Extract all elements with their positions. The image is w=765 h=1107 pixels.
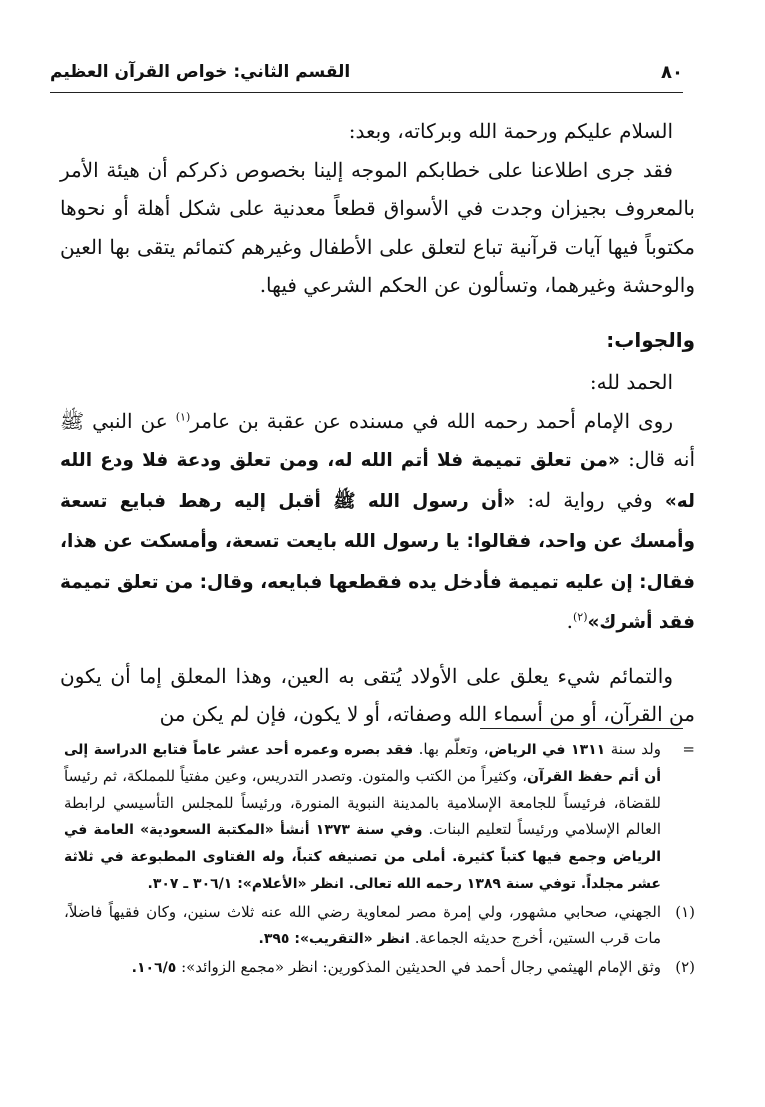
continuation-mark: =: [682, 740, 695, 758]
running-header: [50, 56, 683, 88]
footnote-2-mark: (٢): [675, 958, 695, 976]
header-rule: [50, 92, 683, 93]
hadith-end: .: [566, 609, 573, 633]
section-title: القسم الثاني: خواص القرآن العظيم: [50, 62, 351, 82]
question-paragraph: فقد جرى اطلاعنا على خطابكم الموجه إلينا بخصوص ذكركم أن هيئة الأمر بالمعروف بجيزان وجدت في الأسواق قطعاً معدنية على شكل أهلة أو نحوها مكتوباً فيها آيات قرآنية تباع لتعلق على الأطفال وغيرهم كتمائم يتقى بها العين والوحشة وغيرهما، وتسألون عن الحكم الشرعي فيها.: [60, 157, 695, 297]
footnote-2-text: وثق الإمام الهيثمي رجال أحمد في الحديثين المذكورين: انظر «مجمع الزوائد»: ١٠٦/٥.: [131, 958, 661, 976]
footnote-rule: [480, 728, 683, 729]
footnote-continued: [64, 736, 695, 897]
page-number: ٨٠: [661, 61, 683, 83]
hadith-paragraph: [60, 402, 695, 643]
footnote-2: [64, 954, 695, 981]
greeting-paragraph: السلام عليكم ورحمة الله وبركاته، وبعد:: [348, 119, 673, 143]
hadith-quote-2: «أن رسول الله ﷺ أقبل إليه رهط فبايع تسعة وأمسك عن واحد، فقالوا: يا رسول الله بايعت تسعة، وأمسكت عن هذا، فقال: إن عليه تميمة فأدخل يده فقطعها فبايعه، وقال: من تعلق تميمة فقد أشرك»: [60, 490, 695, 633]
main-text: [60, 112, 695, 734]
footnote-continued-text: ولد سنة ١٣١١ في الرياض، وتعلّم بها. فقد بصره وعمره أحد عشر عاماً فتابع الدراسة إلى أن أتم حفظ القرآن، وكثيراً من الكتب والمتون. وتصدر التدريس، وعين مفتياً للمملكة، ثم رئيساً للقضاة، فرئيساً للجامعة الإسلامية بالمدينة النبوية المنورة، ورئيساً للمجلس التأسيسي لرابطة العالم الإسلامي ورئيساً لتعليم البنات. وفي سنة ١٣٧٣ أنشأ «المكتبة السعودية» العامة في الرياض وجمع فيها كتباً كثيرة. أملى من تصنيفه كتباً، وله الفتاوى المطبوعة في ثلاثة عشر مجلداً. توفي سنة ١٣٨٩ رحمه الله تعالى. انظر «الأعلام»: ٣٠٦/١ ـ ٣٠٧.: [64, 740, 661, 892]
tamaim-paragraph: والتمائم شيء يعلق على الأولاد يُتقى به العين، وهذا المعلق إما أن يكون من القرآن، أو من أسماء الله وصفاته، أو لا يكون، فإن لم يكن من: [60, 663, 695, 726]
hadith-intro: روى الإمام أحمد رحمه الله في مسنده عن عقبة بن عامر: [190, 408, 673, 433]
hadith-riwaya: وفي رواية له:: [515, 487, 665, 512]
footnote-1-text: الجهني، صحابي مشهور، ولي إمرة مصر لمعاوية رضي الله عنه ثلاث سنين، وكان فقيهاً فاضلاً، مات قرب الستين، أخرج حديثه الجماعة. انظر «التقريب»: ٣٩٥.: [64, 903, 661, 947]
footnote-1: [64, 899, 695, 952]
answer-heading: والجواب:: [606, 327, 695, 352]
footnote-ref-2[interactable]: (٢): [572, 610, 588, 624]
footnote-1-mark: (١): [675, 903, 695, 921]
hadith-attribution: عن النبي ﷺ أنه قال:: [60, 408, 695, 471]
footnotes: [64, 736, 695, 983]
footnote-ref-1[interactable]: (١): [175, 409, 191, 423]
praise-line: الحمد لله:: [589, 370, 673, 394]
hadith-quote-1: «من تعلق تميمة فلا أتم الله له، ومن تعلق ودعة فلا ودع الله له»: [60, 450, 695, 512]
